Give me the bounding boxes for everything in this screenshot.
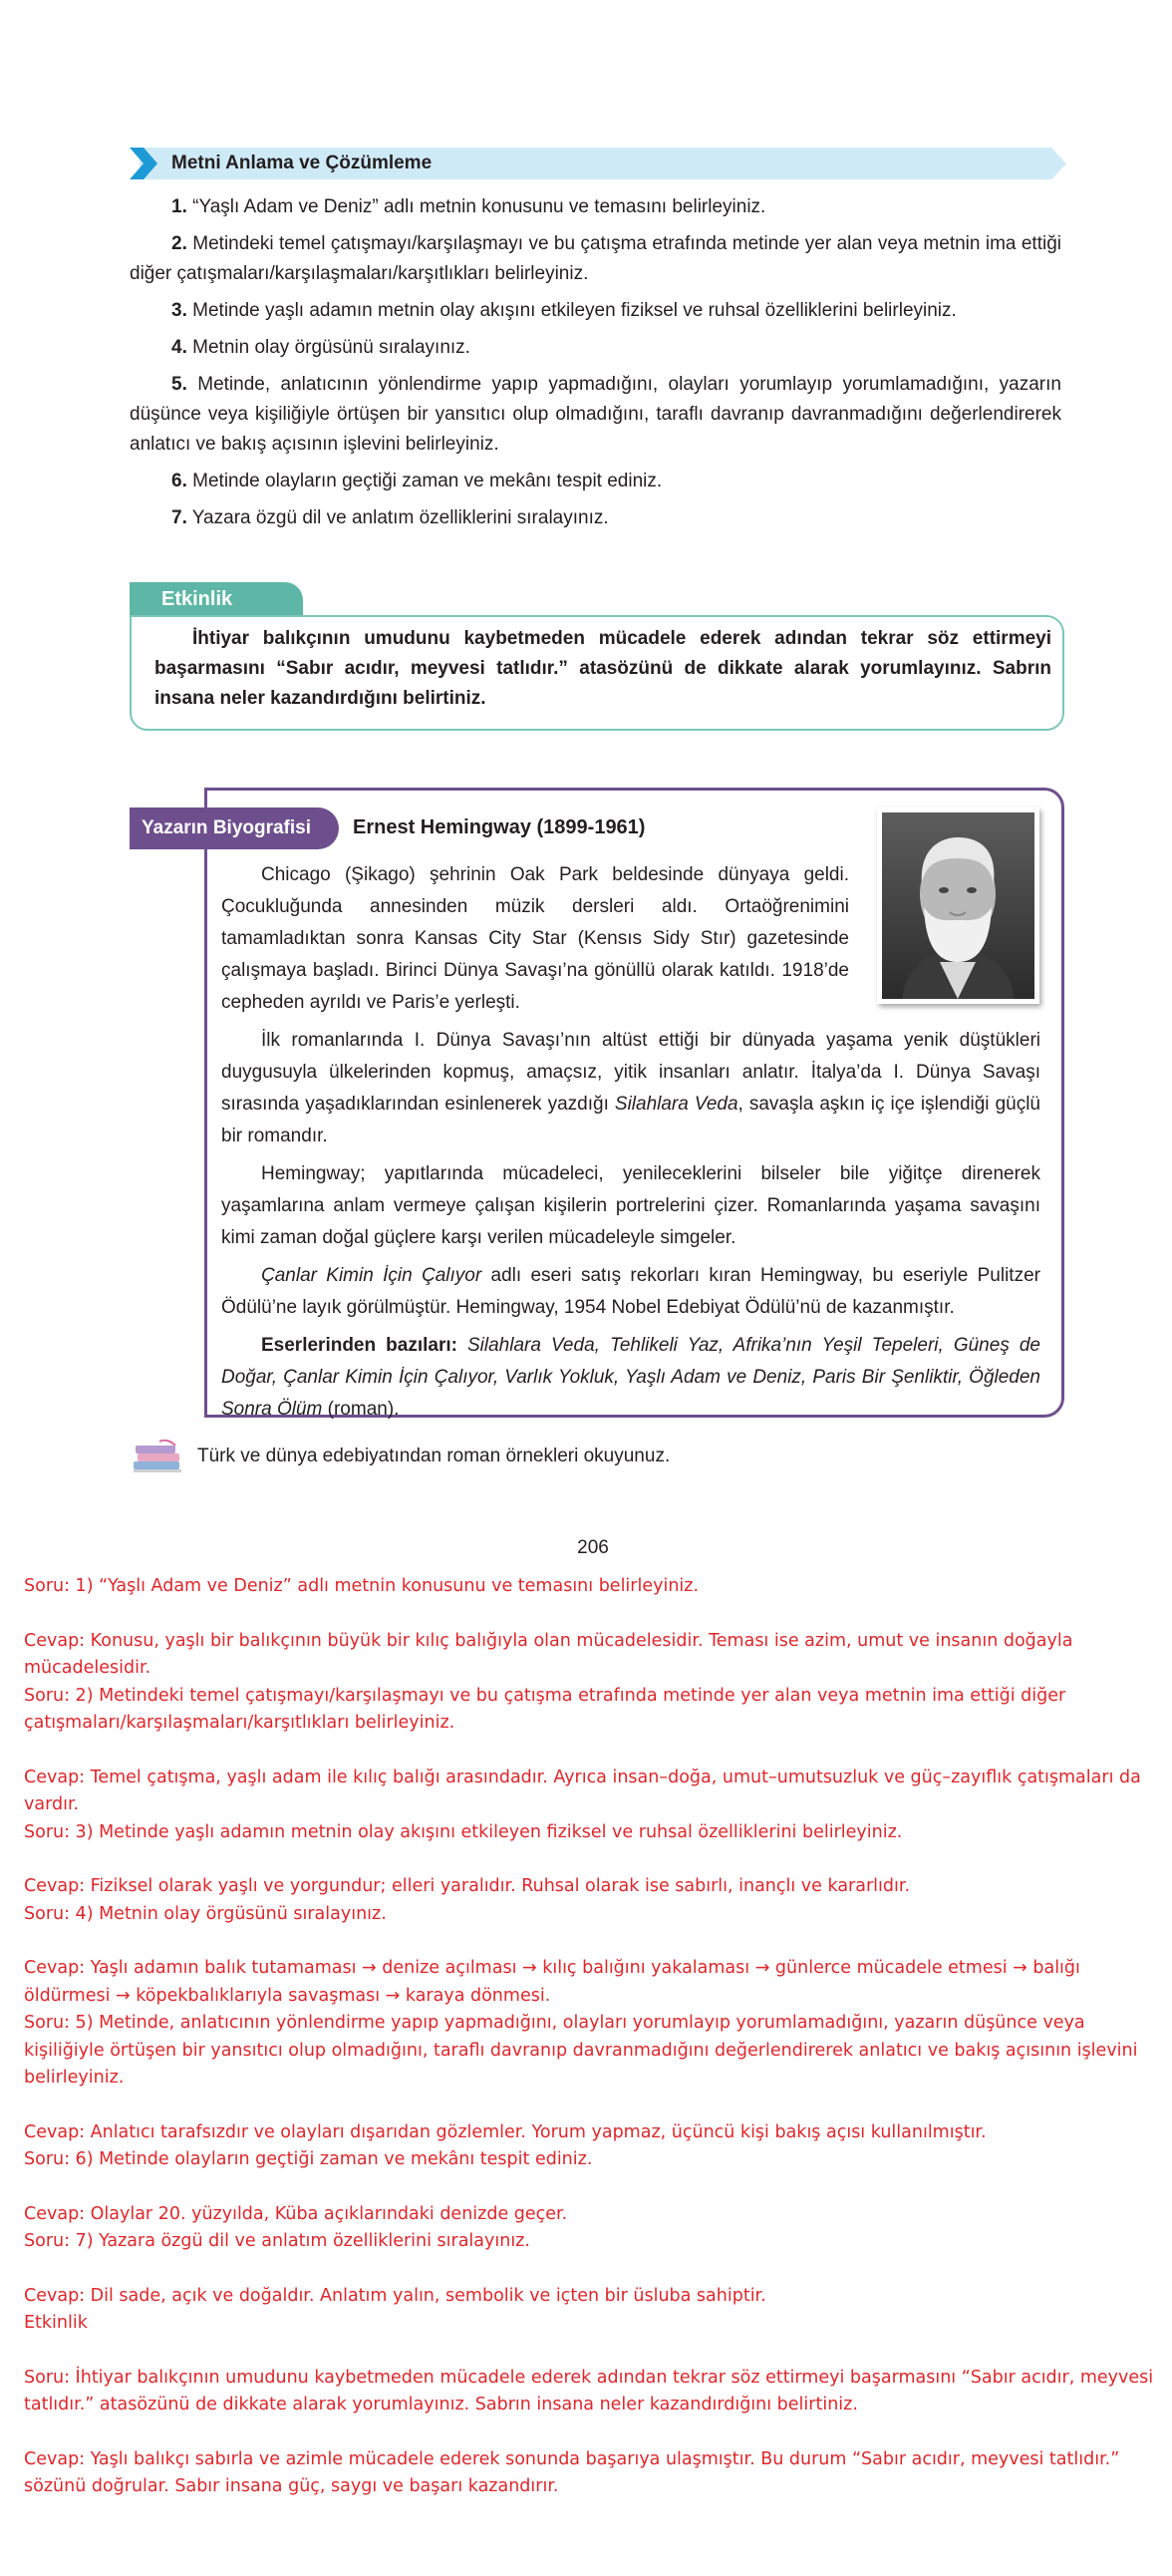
answer-text: Cevap: Fiziksel olarak yaşlı ve yorgundur; elleri yaralıdır. Ruhsal olarak ise sabırlı, inançlı ve kararlıdır.	[24, 1876, 911, 1896]
question-text: Soru: 4) Metnin olay örgüsünü sıralayınız.	[24, 1903, 387, 1924]
question-item: 3. Metinde yaşlı adamın metnin olay akışını etkileyen fiziksel ve ruhsal özelliklerini belirleyiniz.	[171, 300, 957, 321]
section-header	[130, 148, 1066, 179]
answer-text: Cevap: Olaylar 20. yüzyılda, Küba açıklarındaki denizde geçer.	[24, 2203, 568, 2224]
question-item: 5. Metinde, anlatıcının yönlendirme yapıp yapmadığını, olayları yorumlayıp yorumlamadığını, yazarın düşünce veya kişiliğiyle örtüşen bir yansıtıcı olup olmadığını, taraflı davranıp davranmadığını değerlendirerek anlatıcı ve bakış açısının işlevini belirleyiniz.	[130, 374, 1061, 455]
question-item: 2. Metindeki temel çatışmayı/karşılaşmayı ve bu çatışma etrafında metinde yer alan veya metnin ima ettiği diğer çatışmaları/karşılaşmaları/karşıtlıkları belirleyiniz.	[130, 233, 1061, 284]
biography-tab: Yazarın Biyografisi	[130, 807, 339, 849]
bio-works: Eserlerinden bazıları: Silahlara Veda, Tehlikeli Yaz, Afrika’nın Yeşil Tepeleri, Güneş de Doğar, Çanlar Kimin İçin Çalıyor, Varlık Yokluk, Yaşlı Adam ve Deniz, Paris Bir Şenliktir, Öğleden Sonra Ölüm (roman).	[221, 1335, 1040, 1420]
question-list	[130, 192, 1061, 540]
question-text: Soru: 5) Metinde, anlatıcının yönlendirme yapıp yapmadığını, olayları yorumlayıp yorumlamadığını, yazarın düşünce veya kişiliğiyle örtüşen bir yansıtıcı olup olmadığını, taraflı davranıp davranmadığını değerlendirerek anlatıcı ve bakış açısının işlevini belirleyiniz.	[24, 2013, 1138, 2088]
author-name: Ernest Hemingway (1899-1961)	[353, 816, 646, 838]
question-text: Soru: 1) “Yaşlı Adam ve Deniz” adlı metnin konusunu ve temasını belirleyiniz.	[24, 1576, 700, 1596]
bio-paragraph: Hemingway; yapıtlarında mücadeleci, yenileceklerini bilseler bile yiğitçe direnerek yaşamlarına anlam vermeye çalışan kişilerin portrelerini çizer. Romanlarında yaşama savaşını kimi zaman doğal güçlere karşı verilen mücadeleyle simgeler.	[221, 1163, 1040, 1248]
page-number: 206	[577, 1537, 609, 1558]
question-text: Soru: 6) Metinde olayların geçtiği zaman ve mekânı tespit ediniz.	[24, 2149, 593, 2169]
answer-text: Cevap: Yaşlı balıkçı sabırla ve azimle mücadele ederek sonunda başarıya ulaşmıştır. Bu durum “Sabır acıdır, meyvesi tatlıdır.” sözünü doğrular. Sabır insana güç, saygı ve başarı kazandırır.	[24, 2448, 1120, 2496]
question-item: 4. Metnin olay örgüsünü sıralayınız.	[171, 337, 470, 358]
bio-paragraph: İlk romanlarında I. Dünya Savaşı’nın altüst ettiği bir dünyada yaşama yenik düştükleri duygusuyla ülkelerinden kopmuş, amaçsız, yitik insanları anlatır. İtalya’da I. Dünya Savaşı sırasında yaşadıklarından esinlenerek yazdığı Silahlara Veda, savaşla aşkın iç içe işlendiği güçlü bir romandır.	[221, 1030, 1040, 1146]
etkinlik-tab: Etkinlik	[130, 582, 303, 616]
question-item: 1. “Yaşlı Adam ve Deniz” adlı metnin konusunu ve temasını belirleyiniz.	[171, 196, 766, 217]
question-item: 7. Yazara özgü dil ve anlatım özelliklerini sıralayınız.	[171, 507, 609, 528]
etkinlik-label: Etkinlik	[24, 2313, 88, 2333]
answer-text: Cevap: Dil sade, açık ve doğaldır. Anlatım yalın, sembolik ve içten bir üsluba sahiptir.	[24, 2285, 766, 2306]
question-text: Soru: 3) Metinde yaşlı adamın metnin olay akışını etkileyen fiziksel ve ruhsal özelliklerini belirleyiniz.	[24, 1821, 903, 1842]
answer-text: Cevap: Yaşlı adamın balık tutamaması → denize açılması → kılıç balığını yakalaması → günlerce mücadele etmesi → balığı öldürmesi → köpekbalıklarıyla savaşması → karaya dönmesi.	[24, 1958, 1080, 2006]
bio-paragraph: Çanlar Kimin İçin Çalıyor adlı eseri satış rekorları kıran Hemingway, bu eseriyle Pulitzer Ödülü’ne layık görülmüştür. Hemingway, 1954 Nobel Edebiyat Ödülü’nü de kazanmıştır.	[221, 1265, 1040, 1318]
etkinlik-text: İhtiyar balıkçının umudunu kaybetmeden mücadele ederek adından tekrar söz ettirmeyi başarmasını “Sabır acıdır, meyvesi tatlıdır.” atasözünü de dikkate alarak yorumlayınız. Sabrın insana neler kazandırdığını belirtiniz.	[154, 628, 1051, 709]
question-item: 6. Metinde olayların geçtiği zaman ve mekânı tespit ediniz.	[171, 471, 663, 491]
answer-text: Cevap: Anlatıcı tarafsızdır ve olayları dışarıdan gözlemler. Yorum yapmaz, üçüncü kişi bakış açısı kullanılmıştır.	[24, 2121, 987, 2142]
answer-text: Cevap: Temel çatışma, yaşlı adam ile kılıç balığı arasındadır. Ayrıca insan–doğa, umut–umutsuzluk ve güç–zayıflık çatışmaları da vardır.	[24, 1767, 1141, 1814]
section-title: Metni Anlama ve Çözümleme	[171, 153, 433, 173]
answer-block	[24, 1573, 1155, 2501]
bio-paragraph: Chicago (Şikago) şehrinin Oak Park beldesinde dünyaya geldi. Çocukluğunda annesinden müzik dersleri aldı. Ortaöğrenimini tamamladıktan sonra Kansas City Star (Kensıs Sidy Stır) gazetesinde çalışmaya başladı. Birinci Dünya Savaşı’na gönüllü olarak katıldı. 1918’de cepheden ayrıldı ve Paris’e yerleşti.	[221, 864, 849, 1013]
biography-text	[221, 859, 1040, 1432]
reading-note-text: Türk ve dünya edebiyatından roman örnekleri okuyunuz.	[197, 1446, 671, 1466]
question-text: Soru: İhtiyar balıkçının umudunu kaybetmeden mücadele ederek adından tekrar söz ettirmeyi başarmasını “Sabır acıdır, meyvesi tatlıdır.” atasözünü de dikkate alarak yorumlayınız. Sabrın insana neler kazandırdığını belirtiniz.	[24, 2367, 1154, 2415]
books-icon	[130, 1440, 185, 1475]
answer-text: Cevap: Konusu, yaşlı bir balıkçının büyük bir kılıç balığıyla olan mücadelesidir. Teması ise azim, umut ve insanın doğayla mücadelesidir.	[24, 1630, 1073, 1678]
question-text: Soru: 7) Yazara özgü dil ve anlatım özelliklerini sıralayınız.	[24, 2231, 530, 2251]
question-text: Soru: 2) Metindeki temel çatışmayı/karşılaşmayı ve bu çatışma etrafında metinde yer alan veya metnin ima ettiği diğer çatışmaları/karşılaşmaları/karşıtlıkları belirleyiniz.	[24, 1685, 1066, 1733]
